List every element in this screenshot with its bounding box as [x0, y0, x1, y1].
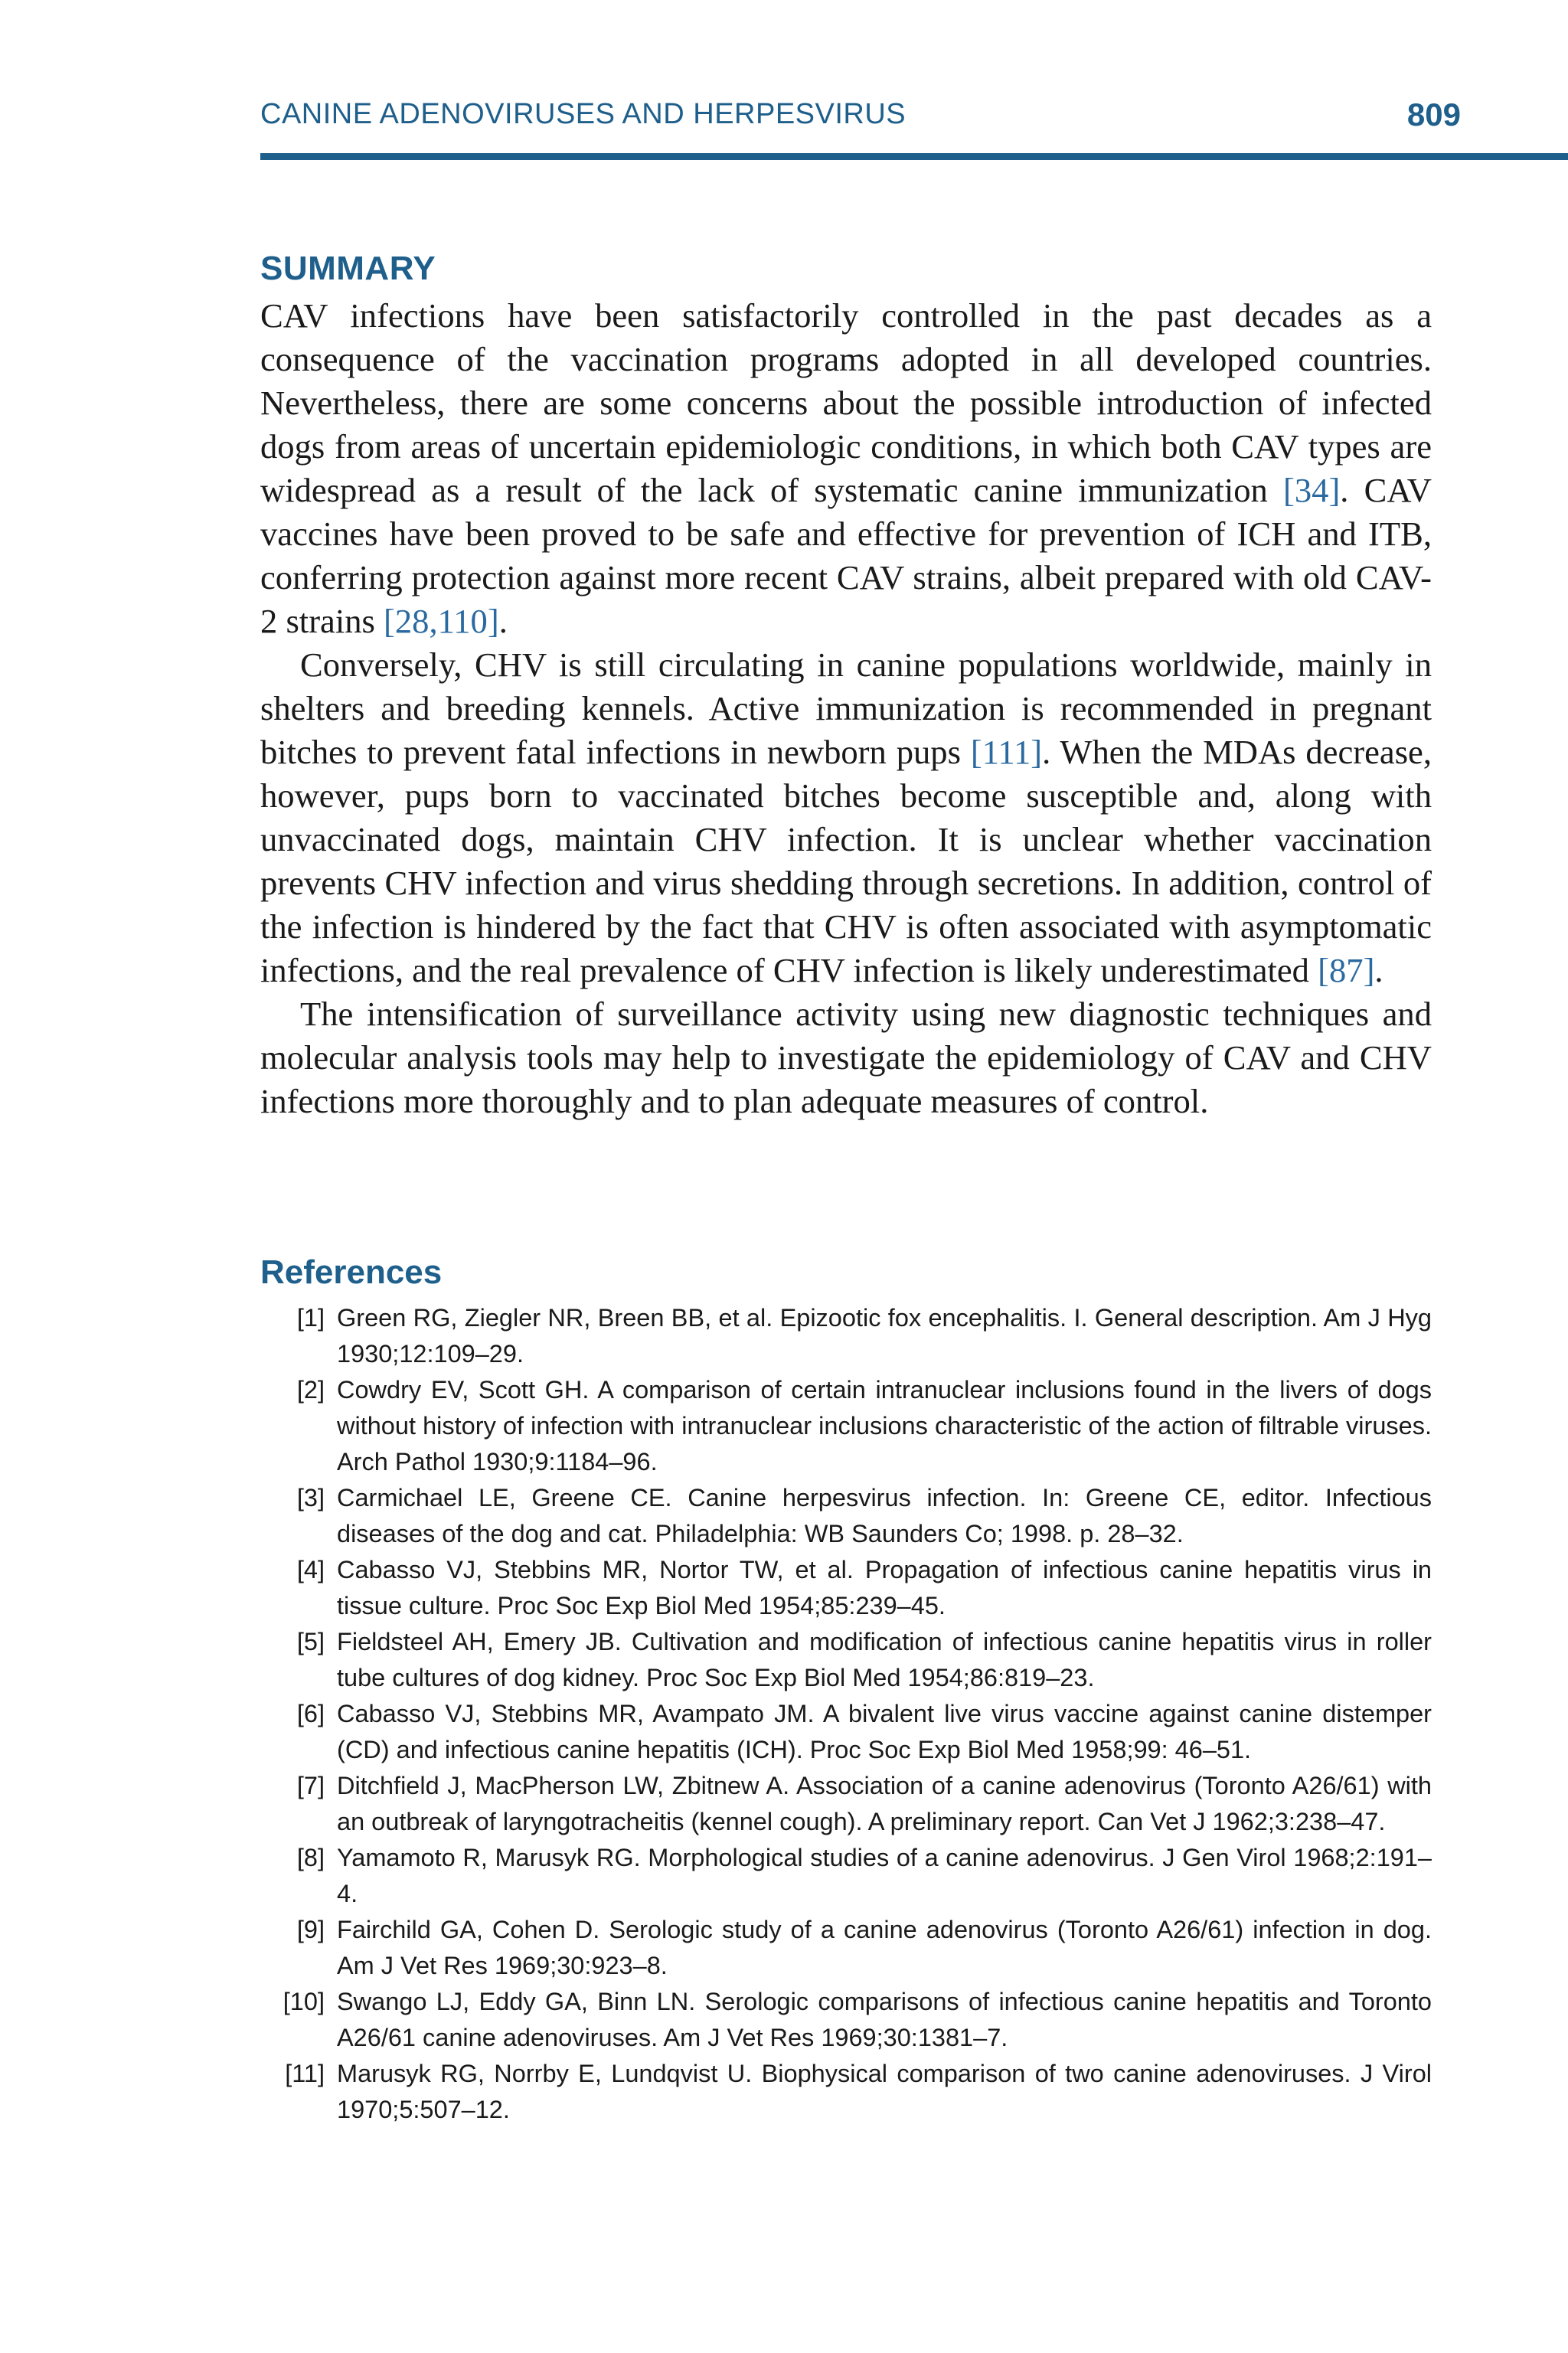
reference-text: Fieldsteel AH, Emery JB. Cultivation and modification of infectious canine hepatitis virus in roller tube cultures of dog kidney. Proc Soc Exp Biol Med 1954;86:819–23.: [337, 1628, 1432, 1691]
citation-link: [28,110]: [384, 602, 499, 640]
reference-item: [260, 1696, 1432, 1768]
summary-section: [260, 245, 1432, 1123]
reference-number: [1]: [296, 1304, 325, 1332]
citation-link: [87]: [1318, 951, 1375, 989]
reference-text: Green RG, Ziegler NR, Breen BB, et al. Epizootic fox encephalitis. I. General description. Am J Hyg 1930;12:109–29.: [337, 1304, 1432, 1368]
reference-item: [260, 2056, 1432, 2128]
reference-item: [260, 1552, 1432, 1624]
summary-paragraph: [260, 643, 1432, 992]
reference-text: Cabasso VJ, Stebbins MR, Avampato JM. A bivalent live virus vaccine against canine distemper (CD) and infectious canine hepatitis (ICH). Proc Soc Exp Biol Med 1958;99: 46–51.: [337, 1700, 1432, 1763]
paragraph-text: . CAV vaccines have been proved to be safe and effective for prevention of ICH and ITB, conferring protection against more recent CAV strains, albeit prepared with old CAV-2 strains: [260, 471, 1432, 640]
summary-paragraph: [260, 294, 1432, 643]
citation-link: [111]: [970, 733, 1043, 771]
reference-number: [8]: [296, 1844, 325, 1871]
reference-text: Carmichael LE, Greene CE. Canine herpesvirus infection. In: Greene CE, editor. Infectious diseases of the dog and cat. Philadelphia: WB Saunders Co; 1998. p. 28–32.: [337, 1484, 1432, 1547]
paragraph-text: The intensification of surveillance activity using new diagnostic techniques and molecular analysis tools may help to investigate the epidemiology of CAV and CHV infections more thoroughly and to plan adequate measures of control.: [260, 995, 1432, 1120]
reference-item: [260, 1372, 1432, 1480]
reference-text: Swango LJ, Eddy GA, Binn LN. Serologic comparisons of infectious canine hepatitis and Toronto A26/61 canine adenoviruses. Am J Vet Res 1969;30:1381–7.: [337, 1988, 1432, 2051]
reference-number: [9]: [296, 1916, 325, 1943]
references-section: [260, 1250, 1432, 2128]
citation-link: [34]: [1283, 471, 1341, 509]
reference-item: [260, 1840, 1432, 1912]
reference-text: Ditchfield J, MacPherson LW, Zbitnew A. Association of a canine adenovirus (Toronto A26/61) with an outbreak of laryngotracheitis (kennel cough). A preliminary report. Can Vet J 1962;3:238–47.: [337, 1772, 1432, 1835]
references-heading: References: [260, 1253, 443, 1291]
page-header: [260, 98, 1568, 165]
reference-number: [4]: [296, 1556, 325, 1583]
header-rule: [260, 153, 1568, 160]
reference-item: [260, 1624, 1432, 1696]
reference-item: [260, 1912, 1432, 1984]
reference-text: Cowdry EV, Scott GH. A comparison of certain intranuclear inclusions found in the livers of dogs without history of infection with intranuclear inclusions characteristic of the action of filtrable viruses. Arch Pathol 1930;9:1184–96.: [337, 1376, 1432, 1476]
paragraph-text: Conversely, CHV is still circulating in canine populations worldwide, mainly in shelters and breeding kennels. Active immunization is recommended in pregnant bitches to prevent fatal infections in newborn pups: [260, 645, 1432, 771]
reference-text: Yamamoto R, Marusyk RG. Morphological studies of a canine adenovirus. J Gen Virol 1968;2:191–4.: [337, 1844, 1432, 1907]
reference-text: Cabasso VJ, Stebbins MR, Nortor TW, et al. Propagation of infectious canine hepatitis virus in tissue culture. Proc Soc Exp Biol Med 1954;85:239–45.: [337, 1556, 1432, 1619]
reference-item: [260, 1768, 1432, 1840]
reference-number: [2]: [296, 1376, 325, 1404]
reference-number: [7]: [296, 1772, 325, 1799]
summary-heading: SUMMARY: [260, 250, 436, 287]
reference-number: [3]: [296, 1484, 325, 1511]
reference-list: [260, 1300, 1432, 2128]
reference-item: [260, 1480, 1432, 1552]
paragraph-text: . When the MDAs decrease, however, pups born to vaccinated bitches become susceptible and, along with unvaccinated dogs, maintain CHV infection. It is unclear whether vaccination prevents CHV infection and virus shedding through secretions. In addition, control of the infection is hindered by the fact that CHV is often associated with asymptomatic infections, and the real prevalence of CHV infection is likely underestimated: [260, 733, 1432, 989]
paragraph-text: .: [1374, 951, 1383, 989]
summary-paragraph: [260, 992, 1432, 1123]
paragraph-text: .: [498, 602, 508, 640]
paragraph-text: CAV infections have been satisfactorily controlled in the past decades as a consequence of the vaccination programs adopted in all developed countries. Nevertheless, there are some concerns about the possible introduction of infected dogs from areas of uncertain epidemiologic conditions, in which both CAV types are widespread as a result of the lack of systematic canine immunization: [260, 296, 1432, 509]
reference-number: [10]: [283, 1988, 325, 2015]
reference-item: [260, 1984, 1432, 2056]
running-head: CANINE ADENOVIRUSES AND HERPESVIRUS: [260, 98, 906, 130]
reference-text: Marusyk RG, Norrby E, Lundqvist U. Biophysical comparison of two canine adenoviruses. J Virol 1970;5:507–12.: [337, 2060, 1432, 2123]
reference-number: [6]: [296, 1700, 325, 1727]
reference-text: Fairchild GA, Cohen D. Serologic study of a canine adenovirus (Toronto A26/61) infection in dog. Am J Vet Res 1969;30:923–8.: [337, 1916, 1432, 1979]
reference-number: [5]: [296, 1628, 325, 1655]
page-number: 809: [1406, 96, 1461, 132]
reference-item: [260, 1300, 1432, 1372]
reference-number: [11]: [285, 2060, 325, 2087]
